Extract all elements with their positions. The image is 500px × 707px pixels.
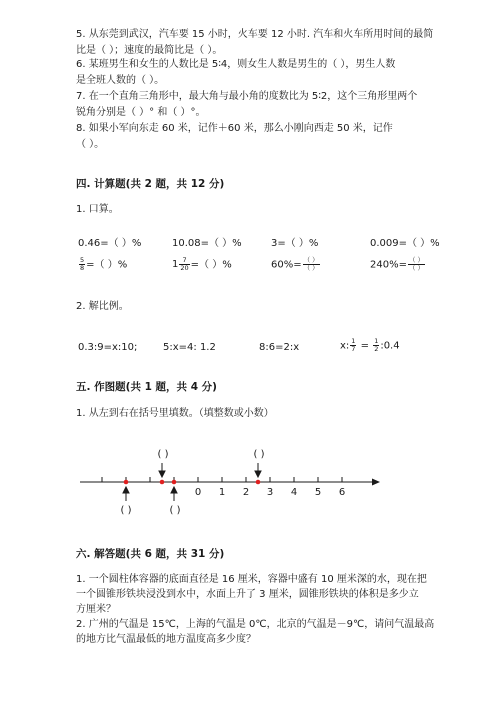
q6-line1: 6. 某班男生和女生的人数比是 5∶4，则女生人数是男生的（ ），男生人数 [76, 59, 396, 70]
red-point [172, 480, 177, 485]
tick-label-1: 1 [218, 487, 226, 498]
q7-line1: 7. 在一个直角三角形中，最大角与最小角的度数比为 5∶2，这个三角形里两个 [76, 91, 418, 102]
tick-label-3: 3 [266, 487, 274, 498]
calc-r2-c4: 240%= $\frac{( )}{( )}$ [370, 256, 425, 272]
red-point [256, 480, 261, 485]
red-point [124, 480, 129, 485]
section6-title: 六. 解答题(共 6 题，共 31 分) [76, 548, 225, 560]
tick-label-6: 6 [338, 487, 346, 498]
tick-label-5: 5 [314, 487, 322, 498]
fraction: $\frac{7}{20}$ [180, 256, 189, 272]
q7-line2: 锐角分别是（ ）° 和（ ）°。 [76, 107, 206, 118]
answer-blank-lower[interactable]: ( ) [169, 505, 181, 516]
section4-sub2: 2. 解比例。 [76, 301, 129, 312]
answer-blank-upper[interactable]: ( ) [157, 449, 169, 460]
proportion-3: 8:6=2:x [259, 342, 300, 353]
section6-q1-line3: 方厘米？ [76, 604, 116, 615]
fraction: $\frac{1}{7}$ [351, 337, 356, 353]
red-point [160, 480, 165, 485]
down-arrow-icon [255, 471, 261, 477]
calc-r2-c2: 1 $\frac{7}{20}$ =（ ）% [172, 256, 232, 272]
calc-r2-c3: 60%= $\frac{( )}{( )}$ [271, 256, 319, 272]
section4-title: 四. 计算题(共 2 题，共 12 分) [76, 178, 225, 190]
calc-r1-c3: 3=（ ）% [271, 238, 319, 249]
q6-line2: 是全班人数的（ ）。 [76, 75, 165, 86]
calc-r2-c1: $\frac{5}{8}$ =（ ）% [80, 256, 128, 272]
calc-r1-c4: 0.009=（ ）% [370, 238, 440, 249]
section6-q2-line1: 2. 广州的气温是 15℃，上海的气温是 0℃，北京的气温是－9℃，请问气温最高 [76, 619, 435, 630]
calc-r1-c1: 0.46=（ ）% [78, 238, 142, 249]
section6-q1-line2: 一个圆锥形铁块浸没到水中，水面上升了 3 厘米，圆锥形铁块的体积是多少立 [76, 589, 419, 600]
tick-label-0: 0 [194, 487, 202, 498]
tick-label-2: 2 [242, 487, 250, 498]
proportion-1: 0.3:9=x:10; [78, 342, 138, 353]
section5-title: 五. 作图题(共 1 题，共 4 分) [76, 381, 217, 393]
down-arrow-icon [159, 471, 165, 477]
fraction: $\frac{5}{8}$ [80, 256, 85, 272]
answer-blank-lower[interactable]: ( ) [120, 505, 132, 516]
fraction: $\frac{( )}{( )}$ [408, 256, 425, 272]
section5-sub1: 1. 从左到右在括号里填数。（填整数或小数） [76, 408, 274, 419]
proportion-4: x: $\frac{1}{7}$ = $\frac{1}{2}$ :0.4 [340, 337, 400, 353]
q8-line1: 8. 如果小军向东走 60 米，记作＋60 米，那么小刚向西走 50 米，记作 [76, 123, 393, 134]
q5-line1: 5. 从东莞到武汉，汽车要 15 小时，火车要 12 小时. 汽车和火车所用时间的最简 [76, 29, 434, 40]
proportion-2: 5:x=4: 1.2 [163, 342, 216, 353]
answer-blank-upper[interactable]: ( ) [253, 449, 265, 460]
up-arrow-icon [171, 487, 177, 493]
section6-q2-line2: 的地方比气温最低的地方温度高多少度？ [76, 634, 256, 645]
fraction: $\frac{( )}{( )}$ [303, 256, 319, 272]
q8-line2: （ ）。 [76, 139, 105, 150]
tick-label-4: 4 [290, 487, 298, 498]
fraction: $\frac{1}{2}$ [374, 337, 379, 353]
section6-q1-line1: 1. 一个圆柱体容器的底面直径是 16 厘米，容器中盛有 10 厘米深的水，现在把 [76, 574, 427, 585]
q5-line2: 比是（ ）；速度的最简比是（ ）。 [76, 45, 223, 56]
calc-r1-c2: 10.08=（ ）% [172, 238, 242, 249]
axis-arrowhead [372, 479, 380, 486]
section4-sub1: 1. 口算。 [76, 204, 119, 215]
up-arrow-icon [123, 487, 129, 493]
